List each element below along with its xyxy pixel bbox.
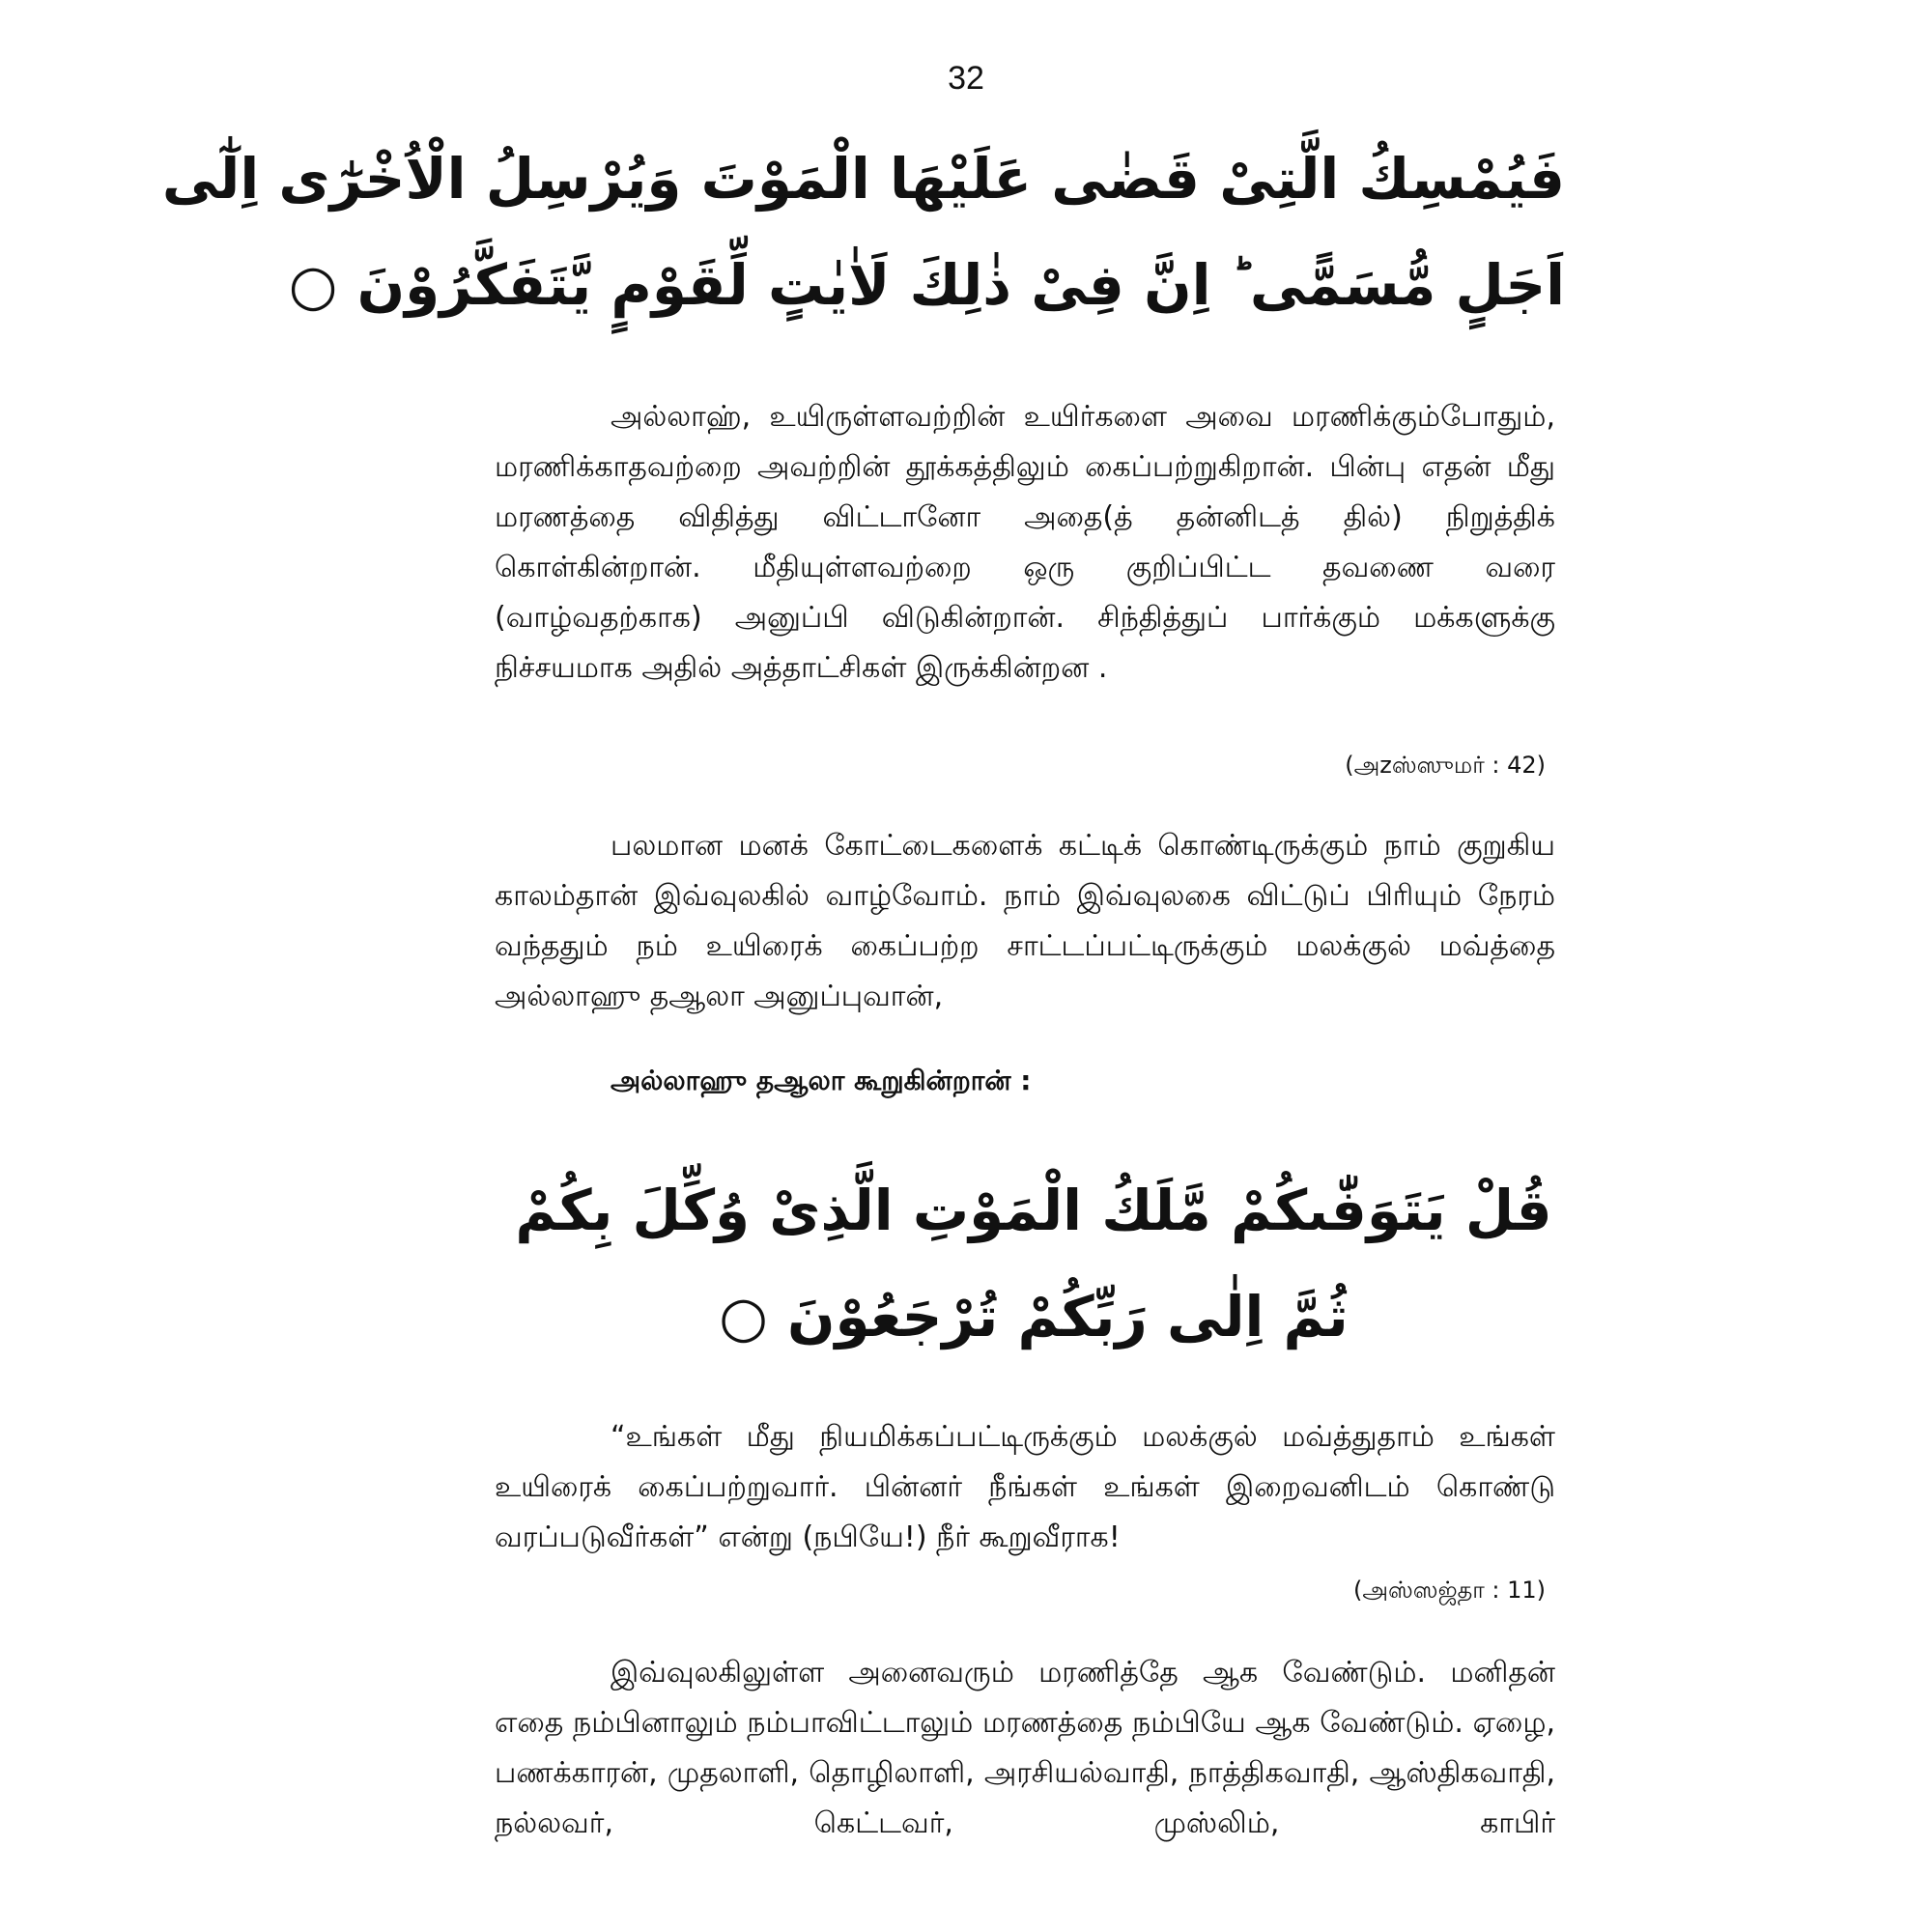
body-paragraph-everyone-dies: இவ்வுலகிலுள்ள அனைவரும் மரணித்தே ஆக வேண்டும். மனிதன் எதை நம்பினாலும் நம்பாவிட்டாலும் மரணத்தை நம்பியே ஆக வேண்டும். ஏழை, பணக்காரன், முதலாளி, தொழிலாளி, அரசியல்வாதி, நாத்திகவாதி, ஆஸ்திகவாதி, நல்லவர், கெட்டவர், முஸ்லிம், காபிர்	[495, 1656, 1555, 1840]
translation-paragraph-zumar: அல்லாஹ், உயிருள்ளவற்றின் உயிர்களை அவை மரணிக்கும்போதும், மரணிக்காதவற்றை அவற்றின் தூக்கத்திலும் கைப்பற்றுகிறான். பின்பு எதன் மீது மரணத்தை விதித்து விட்டானோ அதை(த் தன்னிடத் தில்) நிறுத்திக் கொள்கின்றான். மீதியுள்ளவற்றை ஒரு குறிப்பிட்ட தவணை வரை (வாழ்வதற்காக) அனுப்பி விடுகின்றான். சிந்தித்துப் பார்க்கும் மக்களுக்கு நிச்சயமாக அதில் அத்தாட்சிகள் இருக்கின்றன .	[495, 400, 1555, 685]
translation-paragraph-sajdah: “உங்கள் மீது நியமிக்கப்பட்டிருக்கும் மலக்குல் மவ்த்துதாம் உங்கள் உயிரைக் கைப்பற்றுவார். பின்னர் நீங்கள் உங்கள் இறைவனிடம் கொண்டு வரப்படுவீர்கள்” என்று (நபியே!) நீர் கூறுவீராக!	[495, 1420, 1555, 1554]
arabic-verse-line: قُلْ يَتَوَفّٰىكُمْ مَّلَكُ الْمَوْتِ الَّذِىْ وُكِّلَ بِكُمْ	[515, 1178, 1552, 1243]
arabic-verse-zumar-42	[161, 126, 1565, 338]
body-paragraph-angel-of-death: பலமான மனக் கோட்டைகளைக் கட்டிக் கொண்டிருக்கும் நாம் குறுகிய காலம்தான் இவ்வுலகில் வாழ்வோம். நாம் இவ்வுலகை விட்டுப் பிரியும் நேரம் வந்ததும் நம் உயிரைக் கைப்பற்ற சாட்டப்பட்டிருக்கும் மலக்குல் மவ்த்தை அல்லாஹு தஆலா அனுப்புவான்,	[495, 829, 1555, 1013]
arabic-verse-line: ثُمَّ اِلٰى رَبِّكُمْ تُرْجَعُوْنَ ○	[719, 1284, 1349, 1350]
arabic-verse-line: فَيُمْسِكُ الَّتِىْ قَضٰى عَلَيْهَا الْمَوْتَ وَيُرْسِلُ الْاُخْرٰٓى اِلٰٓى	[161, 146, 1565, 212]
section-heading: அல்லாஹு தஆலா கூறுகின்றான் :	[611, 1065, 1032, 1096]
citation-zumar: (அzஸ்ஸுமர் : 42)	[1345, 752, 1546, 779]
citation-sajdah: (அஸ்ஸஜ்தா : 11)	[1352, 1577, 1546, 1604]
arabic-verse-line: اَجَلٍ مُّسَمًّى ؕ اِنَّ فِىْ ذٰلِكَ لَاٰيٰتٍ لِّقَوْمٍ يَّتَفَكَّرُوْنَ ○	[288, 252, 1565, 318]
page-number: 32	[948, 60, 984, 97]
arabic-verse-sajdah-11	[502, 1157, 1565, 1370]
